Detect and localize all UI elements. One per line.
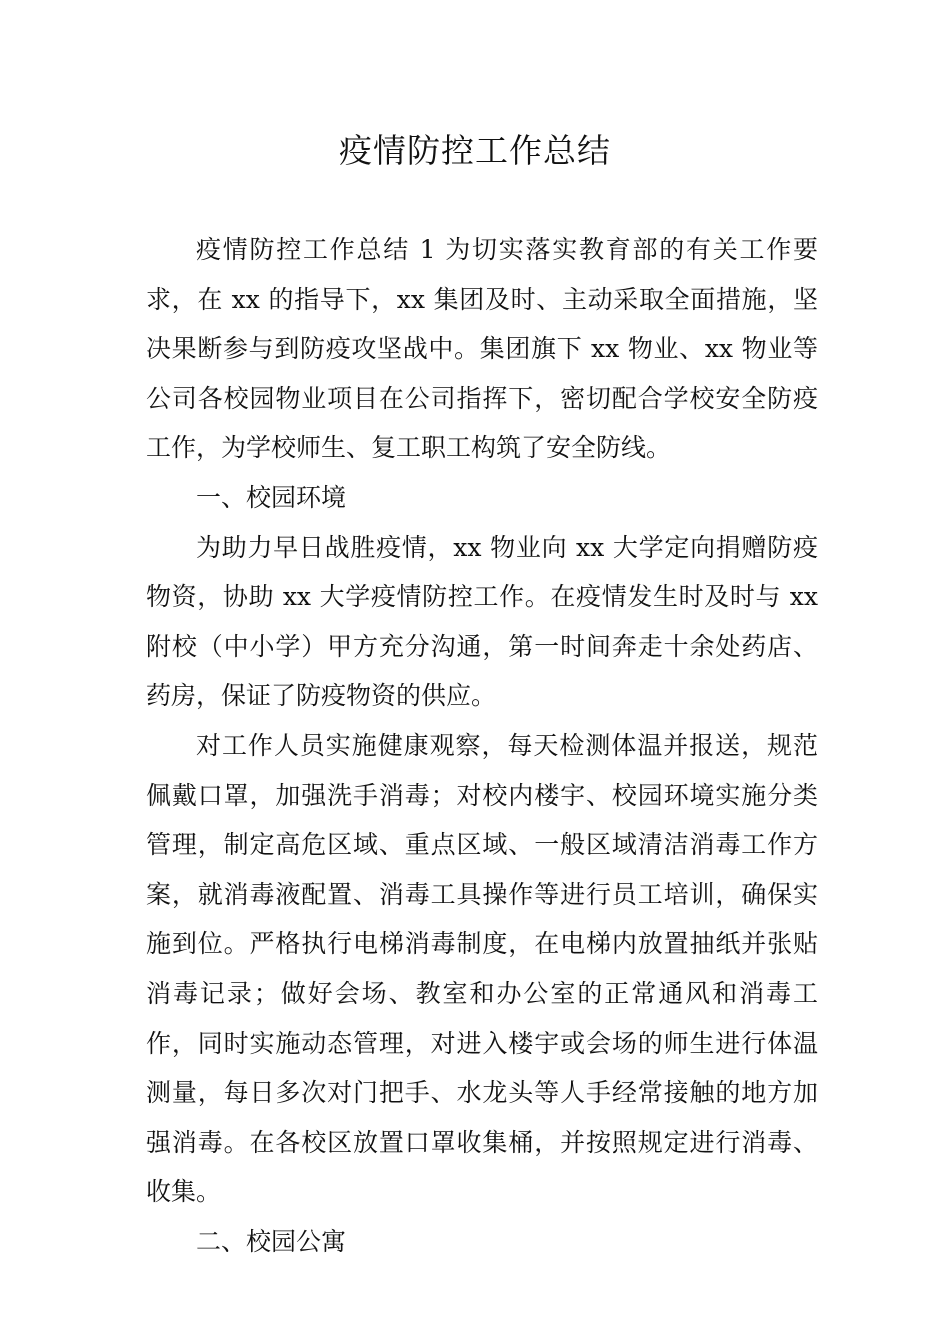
document-title: 疫情防控工作总结: [339, 131, 611, 170]
paragraph-disinfection: 对工作人员实施健康观察，每天检测体温并报送，规范佩戴口罩，加强洗手消毒；对校内楼宇、校园环境实施分类管理，制定高危区域、重点区域、一般区域清洁消毒工作方案，就消毒液配置、消毒工具操作等进行员工培训，确保实施到位。严格执行电梯消毒制度，在电梯内放置抽纸并张贴消毒记录；做好会场、教室和办公室的正常通风和消毒工作，同时实施动态管理，对进入楼宇或会场的师生进行体温测量，每日多次对门把手、水龙头等人手经常接触的地方加强消毒。在各校区放置口罩收集桶，并按照规定进行消毒、收集。: [146, 730, 818, 1207]
section-heading-campus-apartments: 二、校园公寓: [196, 1226, 347, 1256]
section-heading-campus-environment: 一、校园环境: [196, 482, 347, 512]
paragraph-donation: 为助力早日战胜疫情，xx 物业向 xx 大学定向捐赠防疫物资，协助 xx 大学疫情防控工作。在疫情发生时及时与 xx 附校（中小学）甲方充分沟通，第一时间奔走十余处药店、药房，保证了防疫物资的供应。: [146, 532, 818, 711]
document-body: [146, 225, 818, 1266]
paragraph-intro: 疫情防控工作总结 1 为切实落实教育部的有关工作要求，在 xx 的指导下，xx 集团及时、主动采取全面措施，坚决果断参与到防疫攻坚战中。集团旗下 xx 物业、xx 物业等公司各校园物业项目在公司指挥下，密切配合学校安全防疫工作，为学校师生、复工职工构筑了安全防线。: [146, 235, 818, 463]
